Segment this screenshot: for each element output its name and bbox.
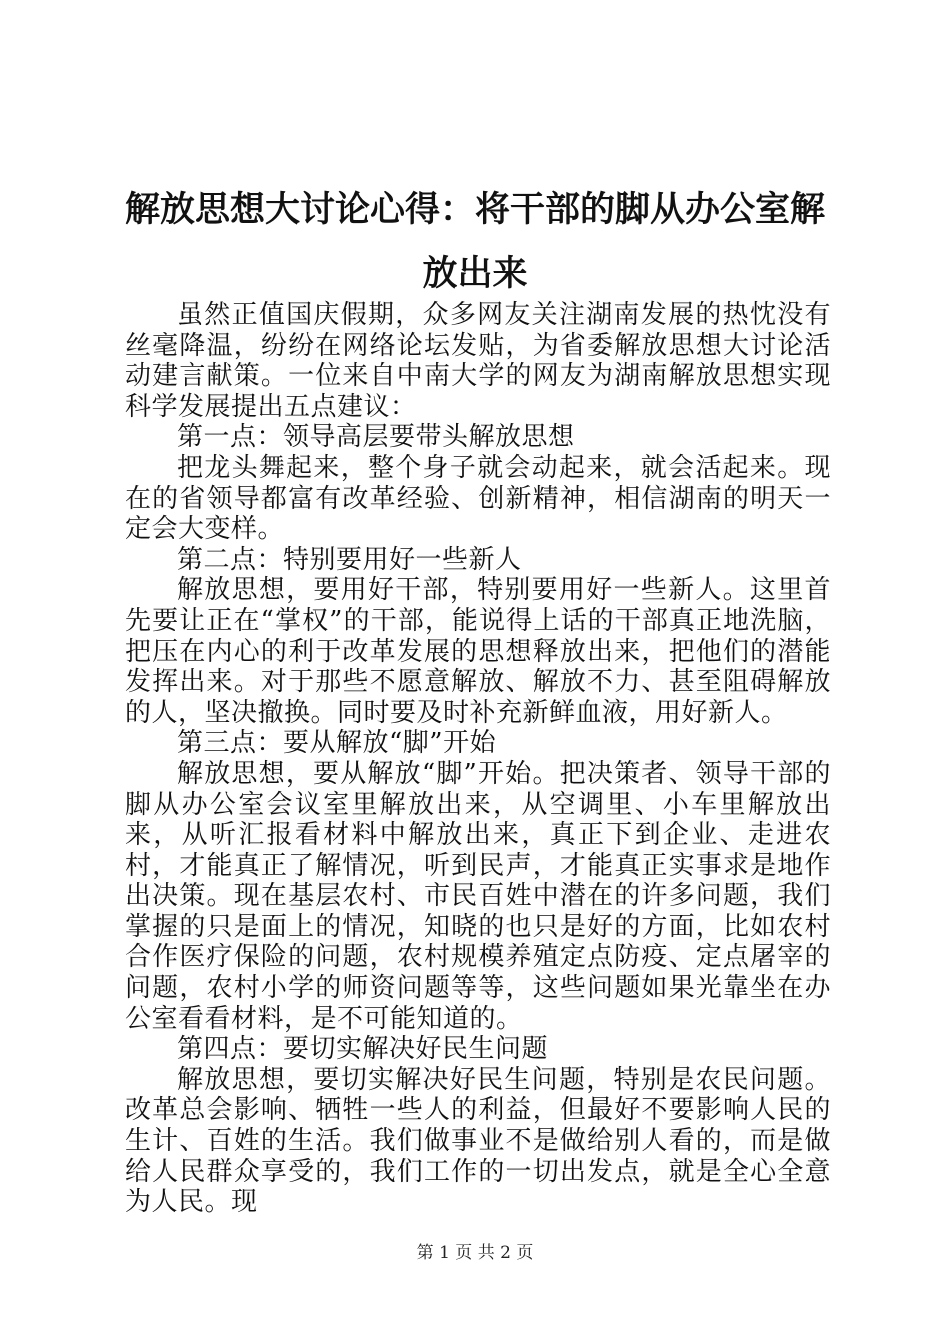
document-title: 解放思想大讨论心得：将干部的脚从办公室解放出来	[124, 189, 825, 294]
paragraph-point-3: 解放思想，要从解放“脚”开始。把决策者、领导干部的脚从办公室会议室里解放出来，从空调里、小车里解放出来，从听汇报看材料中解放出来，真正下到企业、走进农村，才能真正了解情况，听到民声，才能真正实事求是地作出决策。现在基层农村、市民百姓中潜在的许多问题，我们掌握的只是面上的情况，知晓的也只是好的方面，比如农村合作医疗保险的问题，农村规模养殖定点防疫、定点屠宰的问题，农村小学的师资问题等等，这些问题如果光靠坐在办公室看看材料，是不可能知道的。	[125, 758, 831, 1034]
page-footer: 第 1 页 共 2 页	[416, 1243, 534, 1263]
point-heading-4: 第四点：要切实解决好民生问题	[177, 1034, 549, 1065]
paragraph-point-2: 解放思想，要用好干部，特别要用好一些新人。这里首先要让正在“掌权”的干部，能说得上话的干部真正地洗脑，把压在内心的利于改革发展的思想释放出来，把他们的潜能发挥出来。对于那些不愿意解放、解放不力、甚至阻碍解放的人，坚决撤换。同时要及时补充新鲜血液，用好新人。	[125, 575, 831, 728]
point-heading-1: 第一点：领导高层要带头解放思想	[177, 422, 575, 453]
paragraph-point-1: 把龙头舞起来，整个身子就会动起来，就会活起来。现在的省领导都富有改革经验、创新精神，相信湖南的明天一定会大变样。	[125, 452, 831, 545]
point-heading-2: 第二点：特别要用好一些新人	[177, 544, 522, 575]
document-body	[125, 300, 831, 1218]
paragraph-intro: 虽然正值国庆假期，众多网友关注湖南发展的热忱没有丝毫降温，纷纷在网络论坛发贴，为省委解放思想大讨论活动建言献策。一位来自中南大学的网友为湖南解放思想实现科学发展提出五点建议：	[125, 300, 831, 422]
point-heading-3: 第三点：要从解放“脚”开始	[177, 728, 497, 759]
paragraph-point-4: 解放思想，要切实解决好民生问题，特别是农民问题。改革总会影响、牺牲一些人的利益，但最好不要影响人民的生计、百姓的生活。我们做事业不是做给别人看的，而是做给人民群众享受的，我们工作的一切出发点，就是全心全意为人民。现	[125, 1064, 831, 1218]
